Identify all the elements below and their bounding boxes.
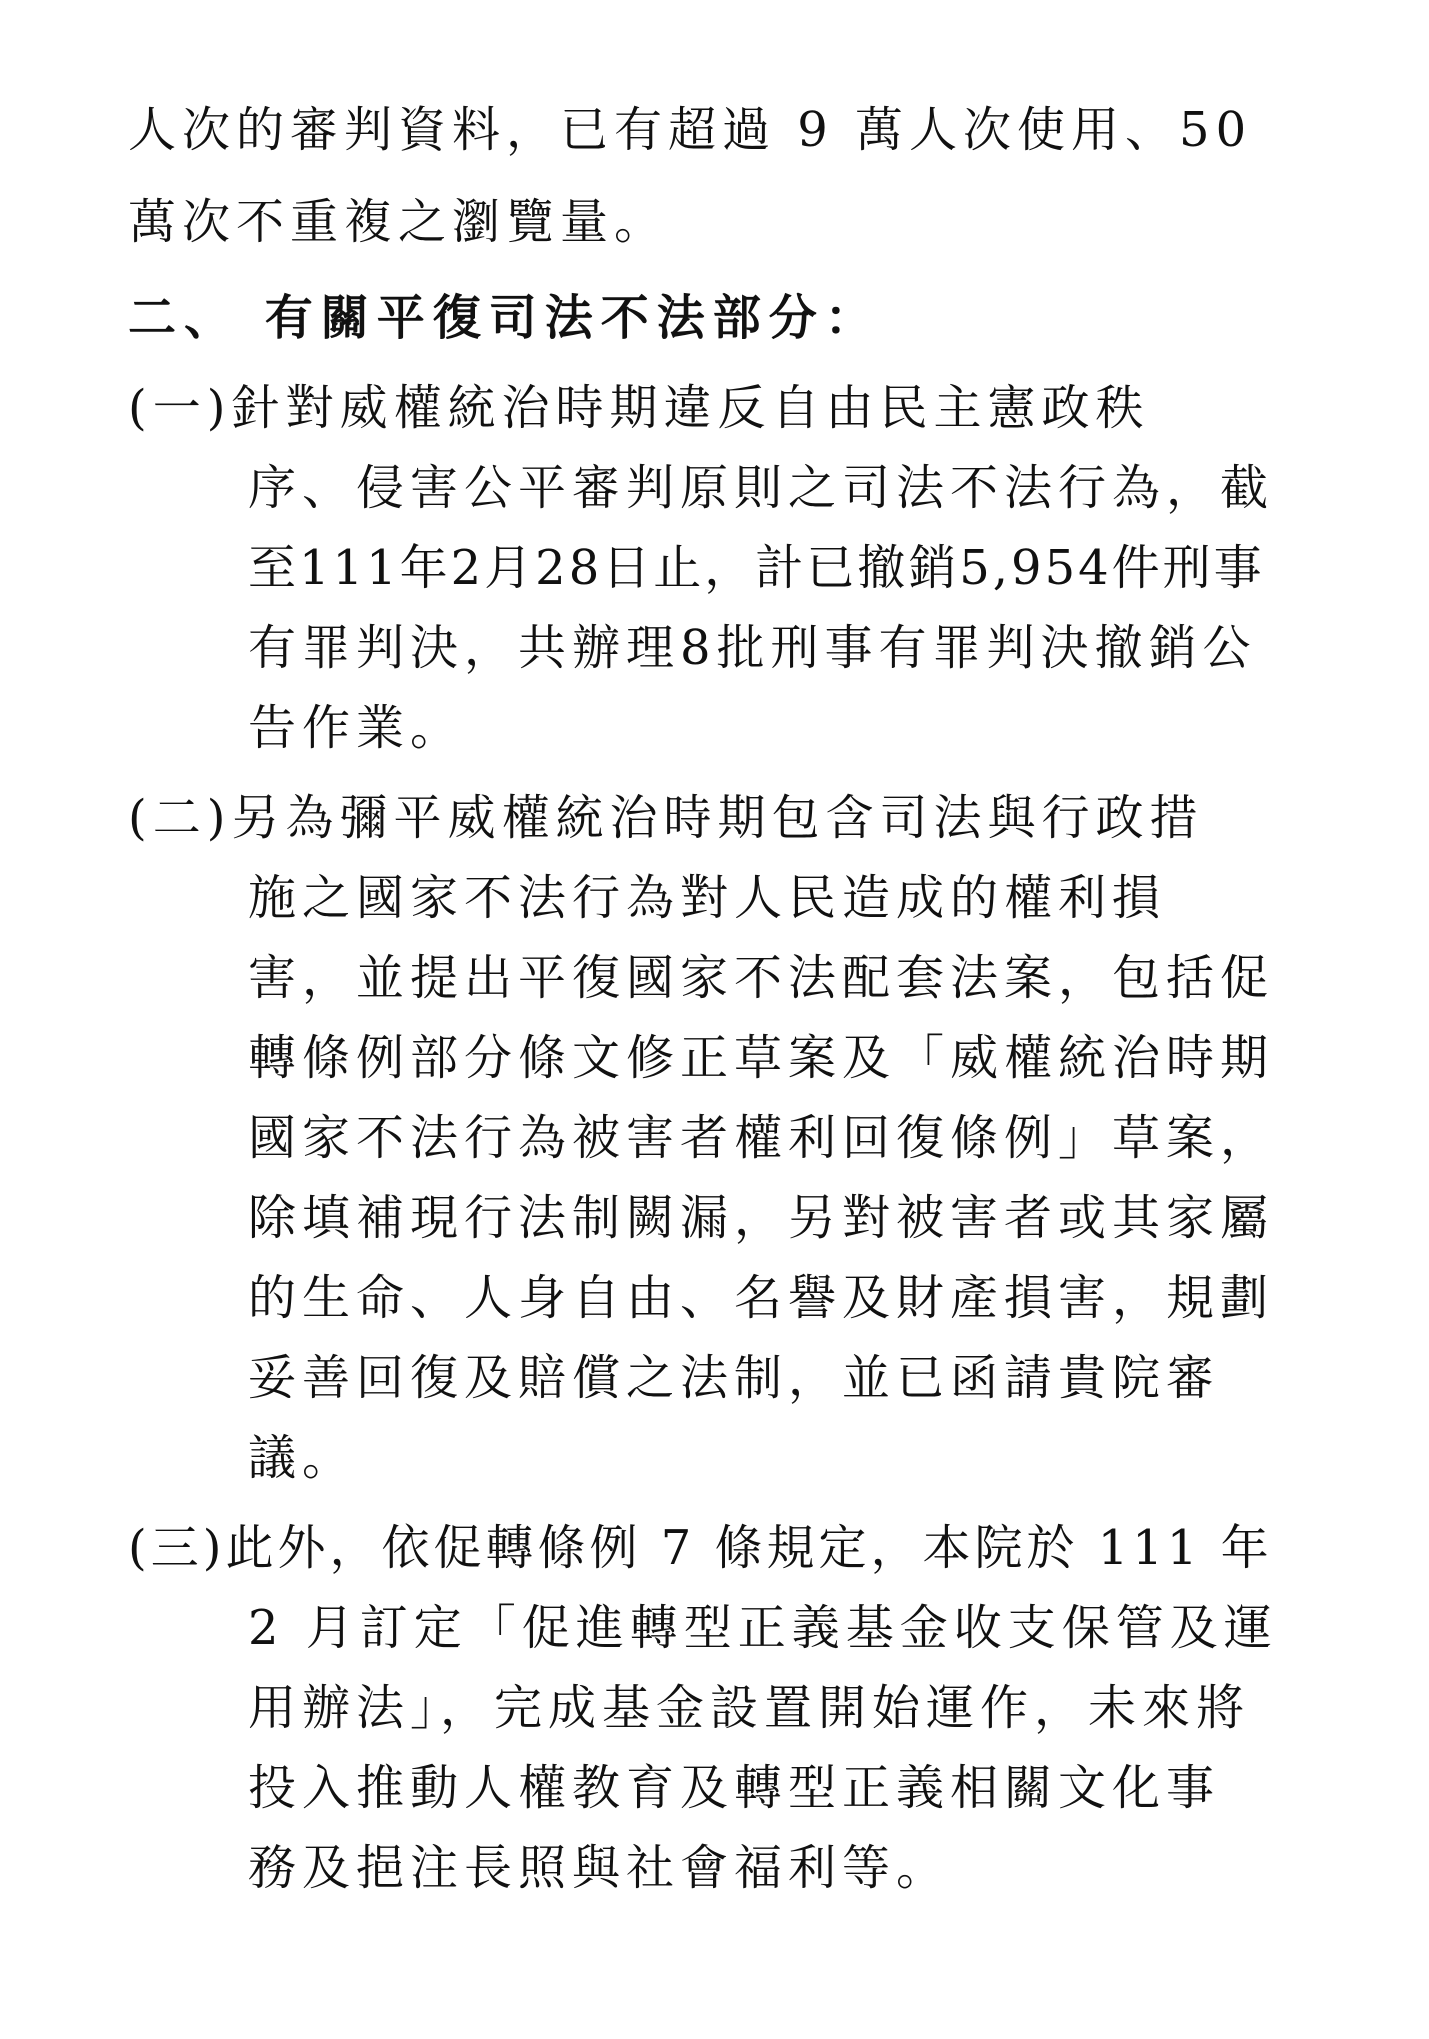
intro-line-1: 人次的審判資料，已有超過 9 萬人次使用、50 bbox=[128, 102, 1253, 158]
item2-line-6: 除填補現行法制闕漏，另對被害者或其家屬 bbox=[248, 1190, 1275, 1246]
item2-line-9: 議。 bbox=[248, 1430, 357, 1486]
item1-line-2: 序、侵害公平審判原則之司法不法行為，截 bbox=[248, 460, 1275, 516]
item2-line-8: 妥善回復及賠償之法制，並已函請貴院審 bbox=[248, 1350, 1221, 1406]
item2-line-5: 國家不法行為被害者權利回復條例」草案， bbox=[248, 1110, 1275, 1166]
item3-line-2: 2 月訂定「促進轉型正義基金收支保管及運 bbox=[248, 1600, 1278, 1656]
item3-line-3: 用辦法」，完成基金設置開始運作，未來將 bbox=[248, 1680, 1251, 1736]
item1-line-1: (一)針對威權統治時期違反自由民主憲政秩 bbox=[128, 380, 1150, 436]
item2-line-3: 害，並提出平復國家不法配套法案，包括促 bbox=[248, 950, 1275, 1006]
item1-line-5: 告作業。 bbox=[248, 700, 465, 756]
item1-line-3: 至111年2月28日止，計已撤銷5,954件刑事 bbox=[248, 540, 1265, 596]
item3-line-5: 務及挹注長照與社會福利等。 bbox=[248, 1840, 951, 1896]
item2-line-4: 轉條例部分條文修正草案及「威權統治時期 bbox=[248, 1030, 1275, 1086]
item1-line-4: 有罪判決，共辦理8批刑事有罪判決撤銷公 bbox=[248, 620, 1257, 676]
item3-line-1: (三)此外，依促轉條例 7 條規定，本院於 111 年 bbox=[128, 1520, 1273, 1576]
item2-line-1: (二)另為彌平威權統治時期包含司法與行政措 bbox=[128, 790, 1204, 846]
item3-line-4: 投入推動人權教育及轉型正義相關文化事 bbox=[248, 1760, 1221, 1816]
section-heading: 二、 有關平復司法不法部分： bbox=[128, 290, 881, 346]
intro-line-2: 萬次不重複之瀏覽量。 bbox=[128, 194, 669, 250]
item2-line-2: 施之國家不法行為對人民造成的權利損 bbox=[248, 870, 1167, 926]
item2-line-7: 的生命、人身自由、名譽及財產損害，規劃 bbox=[248, 1270, 1275, 1326]
